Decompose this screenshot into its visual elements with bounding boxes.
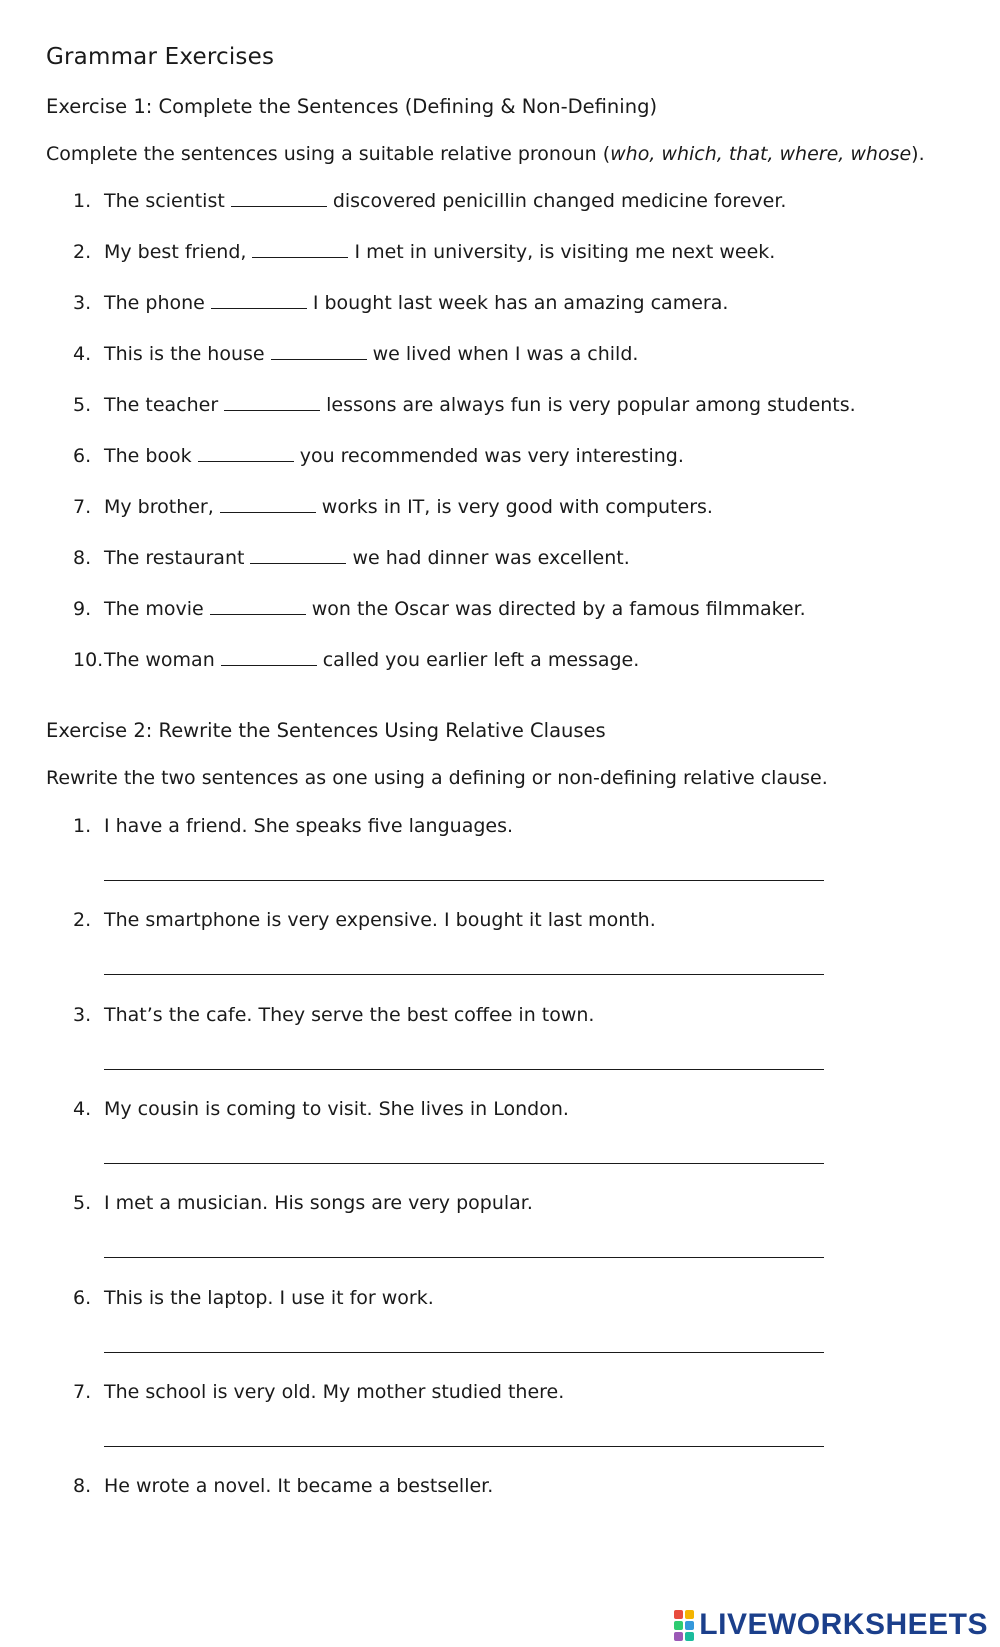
exercise1-item (73, 496, 713, 518)
item-text-before: The movie (104, 598, 204, 620)
logo-block (685, 1632, 694, 1641)
fill-in-blank[interactable] (211, 307, 307, 309)
item-text: This is the laptop. I use it for work. (104, 1286, 434, 1309)
item-text: The smartphone is very expensive. I bought it last month. (104, 909, 656, 932)
item-text: I have a friend. She speaks five languages. (104, 815, 514, 837)
item-text-before: The scientist (104, 190, 225, 212)
exercise2-item (73, 1287, 434, 1309)
exercise2-item (73, 1098, 569, 1120)
logo-block (674, 1632, 683, 1641)
answer-line[interactable] (104, 1257, 824, 1258)
answer-line[interactable] (104, 880, 824, 881)
fill-in-blank[interactable] (224, 409, 320, 411)
item-text-after: we had dinner was excellent. (352, 547, 630, 569)
item-number: 6. (73, 445, 92, 467)
item-number: 8. (73, 547, 92, 569)
item-number: 3. (73, 1003, 92, 1026)
item-text-after: we lived when I was a child. (372, 343, 639, 365)
logo-block (674, 1621, 683, 1630)
item-text-after: I bought last week has an amazing camera. (312, 292, 729, 314)
item-text: I met a musician. His songs are very popular. (104, 1192, 533, 1215)
fill-in-blank[interactable] (198, 460, 294, 462)
exercise2-item (73, 1475, 493, 1497)
exercise1-item (73, 190, 786, 212)
item-text-before: This is the house (104, 343, 265, 365)
exercise1-item (73, 598, 806, 620)
exercise2-item (73, 1004, 594, 1026)
item-number: 4. (73, 343, 92, 365)
logo-block (685, 1610, 694, 1619)
item-number: 7. (73, 1380, 92, 1403)
fill-in-blank[interactable] (220, 511, 316, 513)
fill-in-blank[interactable] (250, 562, 346, 564)
item-text-after: lessons are always fun is very popular among students. (326, 394, 856, 416)
item-number: 1. (73, 190, 92, 212)
exercise2-item (73, 1192, 533, 1214)
item-text-before: My best friend, (104, 241, 247, 263)
fill-in-blank[interactable] (231, 205, 327, 207)
fill-in-blank[interactable] (252, 256, 348, 258)
item-text-before: The woman (104, 649, 215, 671)
item-text-after: you recommended was very interesting. (299, 445, 684, 467)
exercise2-item (73, 815, 513, 837)
answer-line[interactable] (104, 1352, 824, 1353)
item-text-after: works in IT, is very good with computers. (321, 496, 713, 518)
instruction-text: Complete the sentences using a suitable relative pronoun ( (46, 143, 611, 165)
item-text-after: called you earlier left a message. (322, 649, 640, 671)
logo-block (674, 1610, 683, 1619)
exercise1-item (73, 343, 638, 365)
exercise1-heading: Exercise 1: Complete the Sentences (Defining & Non-Defining) (46, 95, 658, 118)
exercise2-instruction: Rewrite the two sentences as one using a defining or non-defining relative clause. (46, 767, 828, 789)
instruction-end: ). (911, 143, 925, 165)
item-number: 9. (73, 598, 92, 620)
item-number: 6. (73, 1286, 92, 1309)
item-text: The school is very old. My mother studied there. (104, 1380, 565, 1403)
liveworksheets-logo-icon (674, 1610, 694, 1641)
exercise2-item (73, 1381, 564, 1403)
item-text-before: The book (104, 445, 192, 467)
item-number: 8. (73, 1475, 92, 1498)
item-number: 5. (73, 394, 92, 416)
item-number: 7. (73, 496, 92, 518)
answer-line[interactable] (104, 974, 824, 975)
exercise1-item (73, 292, 728, 314)
item-number: 3. (73, 292, 92, 314)
item-text-before: The phone (104, 292, 205, 314)
exercise1-item (73, 241, 775, 263)
item-text: He wrote a novel. It became a bestseller. (104, 1475, 494, 1498)
answer-line[interactable] (104, 1069, 824, 1070)
item-text-before: The teacher (104, 394, 219, 416)
logo-block (685, 1621, 694, 1630)
fill-in-blank[interactable] (221, 664, 317, 666)
item-text: That’s the cafe. They serve the best coffee in town. (104, 1003, 595, 1026)
exercise1-item (73, 445, 684, 467)
item-text-before: My brother, (104, 496, 214, 518)
answer-line[interactable] (104, 1446, 824, 1447)
item-number: 2. (73, 909, 92, 932)
item-number: 5. (73, 1192, 92, 1215)
liveworksheets-logo[interactable] (674, 1608, 988, 1642)
instruction-pronouns: who, which, that, where, whose (610, 143, 912, 165)
logo-text: LIVEWORKSHEETS (699, 1608, 988, 1641)
item-number: 10. (73, 649, 104, 671)
item-number: 2. (73, 241, 92, 263)
exercise2-item (73, 909, 656, 931)
exercise2-heading: Exercise 2: Rewrite the Sentences Using Relative Clauses (46, 719, 606, 742)
item-number: 4. (73, 1097, 92, 1120)
item-text-before: The restaurant (104, 547, 245, 569)
fill-in-blank[interactable] (271, 358, 367, 360)
item-text: My cousin is coming to visit. She lives in London. (104, 1097, 569, 1120)
exercise1-item (73, 649, 639, 671)
answer-line[interactable] (104, 1163, 824, 1164)
exercise1-instruction (46, 143, 925, 165)
item-number: 1. (73, 815, 92, 837)
item-text-after: won the Oscar was directed by a famous filmmaker. (311, 598, 806, 620)
exercise1-item (73, 394, 856, 416)
fill-in-blank[interactable] (210, 613, 306, 615)
item-text-after: I met in university, is visiting me next week. (354, 241, 776, 263)
page-title: Grammar Exercises (46, 44, 275, 70)
exercise1-item (73, 547, 630, 569)
item-text-after: discovered penicillin changed medicine forever. (332, 190, 787, 212)
